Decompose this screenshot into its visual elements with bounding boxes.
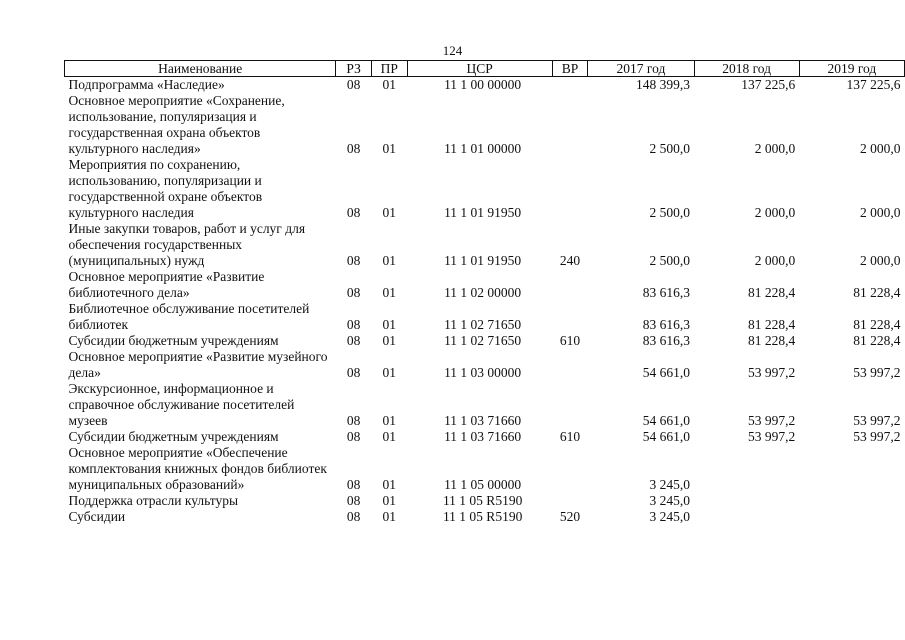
- table-row: [65, 349, 905, 381]
- header-rz: РЗ: [336, 61, 372, 77]
- row-rz: 08: [346, 365, 361, 380]
- table-row: [65, 333, 905, 349]
- row-vr: [552, 157, 588, 221]
- row-2017: 2 500,0: [649, 141, 691, 156]
- header-csr: ЦСР: [407, 61, 552, 77]
- row-2019: 53 997,2: [853, 365, 901, 380]
- row-2019: [799, 509, 904, 525]
- row-rz: 08: [346, 253, 361, 268]
- row-vr: 610: [559, 333, 581, 348]
- row-pr: 01: [382, 493, 397, 508]
- table-row: [65, 445, 905, 493]
- row-vr: [552, 493, 588, 509]
- row-csr: 11 1 05 R5190: [442, 509, 523, 524]
- row-name: Поддержка отрасли культуры: [68, 493, 239, 508]
- row-csr: 11 1 05 R5190: [442, 493, 523, 508]
- row-pr: 01: [382, 365, 397, 380]
- row-rz: 08: [346, 493, 361, 508]
- row-pr: 01: [382, 285, 397, 300]
- row-2017: 54 661,0: [642, 429, 691, 444]
- row-vr: [552, 445, 588, 493]
- row-csr: 11 1 01 91950: [444, 205, 522, 220]
- row-2017: 3 245,0: [649, 477, 691, 492]
- row-vr: [552, 349, 588, 381]
- row-name: Мероприятия по сохранению, использованию, популяризации и государственной охране объектов культурного наследия: [68, 157, 263, 220]
- row-2019: 2 000,0: [860, 253, 901, 268]
- header-name: Наименование: [65, 61, 336, 77]
- row-name: Субсидии бюджетным учреждениям: [68, 429, 279, 444]
- table-row: [65, 429, 905, 445]
- row-rz: 08: [346, 413, 361, 428]
- row-csr: 11 1 03 71660: [444, 429, 522, 444]
- row-csr: 11 1 00 00000: [444, 77, 522, 92]
- budget-table: [64, 60, 905, 525]
- row-2019: 81 228,4: [853, 333, 901, 348]
- row-name: Субсидии: [68, 509, 126, 524]
- row-name: Иные закупки товаров, работ и услуг для обеспечения государственных (муниципальных) нужд: [68, 221, 306, 268]
- row-csr: 11 1 05 00000: [444, 477, 522, 492]
- table-row: [65, 301, 905, 333]
- row-2017: 54 661,0: [642, 365, 691, 380]
- row-2018: 2 000,0: [754, 205, 796, 220]
- row-name: Основное мероприятие «Обеспечение комплектования книжных фондов библиотек муниципальных образований»: [68, 445, 327, 492]
- row-2018: [694, 445, 799, 493]
- row-2017: 148 399,3: [636, 77, 691, 92]
- row-vr: [552, 77, 588, 94]
- row-name: Экскурсионное, информационное и справочное обслуживание посетителей музеев: [68, 381, 295, 428]
- row-pr: 01: [382, 141, 397, 156]
- row-name: Подпрограмма «Наследие»: [68, 77, 225, 92]
- row-2018: 53 997,2: [748, 429, 796, 444]
- row-2019: [799, 493, 904, 509]
- table-row: [65, 381, 905, 429]
- row-2018: 81 228,4: [748, 317, 796, 332]
- row-vr: 240: [559, 253, 581, 268]
- row-name: Субсидии бюджетным учреждениям: [68, 333, 279, 348]
- row-name: Основное мероприятие «Сохранение, использование, популяризация и государственная охрана объектов культурного наследия»: [68, 93, 285, 156]
- row-pr: 01: [382, 413, 397, 428]
- row-vr: 520: [559, 509, 581, 524]
- header-pr: ПР: [371, 61, 407, 77]
- row-2017: 2 500,0: [649, 205, 691, 220]
- row-pr: 01: [382, 317, 397, 332]
- row-csr: 11 1 02 71650: [444, 333, 522, 348]
- table-row: [65, 269, 905, 301]
- row-2017: 83 616,3: [642, 285, 691, 300]
- page-number: 124: [442, 43, 463, 58]
- row-rz: 08: [346, 285, 361, 300]
- row-csr: 11 1 02 71650: [444, 317, 522, 332]
- table-row: [65, 77, 905, 94]
- row-pr: 01: [382, 429, 397, 444]
- row-2018: [694, 493, 799, 509]
- row-rz: 08: [346, 333, 361, 348]
- row-csr: 11 1 01 00000: [444, 141, 522, 156]
- row-2018: 53 997,2: [748, 365, 796, 380]
- header-2019: 2019 год: [799, 61, 904, 77]
- table-row: [65, 493, 905, 509]
- row-rz: 08: [346, 205, 361, 220]
- row-2018: 53 997,2: [748, 413, 796, 428]
- row-pr: 01: [382, 477, 397, 492]
- row-rz: 08: [346, 141, 361, 156]
- row-2019: 137 225,6: [846, 77, 901, 92]
- row-2017: 3 245,0: [649, 493, 691, 508]
- header-2017: 2017 год: [588, 61, 694, 77]
- row-2019: 81 228,4: [853, 317, 901, 332]
- row-2018: 2 000,0: [754, 253, 796, 268]
- row-2017: 83 616,3: [642, 317, 691, 332]
- table-row: [65, 221, 905, 269]
- row-2019: 2 000,0: [860, 141, 901, 156]
- row-vr: [552, 381, 588, 429]
- row-2017: 54 661,0: [642, 413, 691, 428]
- row-name: Основное мероприятие «Развитие музейного дела»: [68, 349, 328, 380]
- row-pr: 01: [382, 253, 397, 268]
- table-row: [65, 93, 905, 157]
- row-2018: 137 225,6: [741, 77, 796, 92]
- table-row: [65, 157, 905, 221]
- table-row: [65, 509, 905, 525]
- row-2017: 83 616,3: [642, 333, 691, 348]
- row-name: Библиотечное обслуживание посетителей библиотек: [68, 301, 310, 332]
- row-pr: 01: [382, 77, 397, 92]
- row-pr: 01: [382, 205, 397, 220]
- row-2017: 3 245,0: [649, 509, 691, 524]
- row-vr: [552, 93, 588, 157]
- row-vr: [552, 301, 588, 333]
- row-2019: 53 997,2: [853, 429, 901, 444]
- row-2017: 2 500,0: [649, 253, 691, 268]
- row-2019: [799, 445, 904, 493]
- row-csr: 11 1 03 00000: [444, 365, 522, 380]
- row-pr: 01: [382, 333, 397, 348]
- row-2019: 2 000,0: [860, 205, 901, 220]
- row-2018: 81 228,4: [748, 333, 796, 348]
- row-csr: 11 1 03 71660: [444, 413, 522, 428]
- row-vr: 610: [559, 429, 581, 444]
- row-2019: 53 997,2: [853, 413, 901, 428]
- row-rz: 08: [346, 429, 361, 444]
- row-2018: [694, 509, 799, 525]
- row-vr: [552, 269, 588, 301]
- row-2018: 2 000,0: [754, 141, 796, 156]
- row-csr: 11 1 02 00000: [444, 285, 522, 300]
- row-rz: 08: [346, 317, 361, 332]
- row-name: Основное мероприятие «Развитие библиотечного дела»: [68, 269, 265, 300]
- row-rz: 08: [346, 77, 361, 92]
- row-csr: 11 1 01 91950: [444, 253, 522, 268]
- table-header-row: [65, 61, 905, 77]
- header-vr: ВР: [552, 61, 588, 77]
- row-pr: 01: [382, 509, 397, 524]
- row-2019: 81 228,4: [853, 285, 901, 300]
- row-rz: 08: [346, 509, 361, 524]
- row-rz: 08: [346, 477, 361, 492]
- row-2018: 81 228,4: [748, 285, 796, 300]
- header-2018: 2018 год: [694, 61, 799, 77]
